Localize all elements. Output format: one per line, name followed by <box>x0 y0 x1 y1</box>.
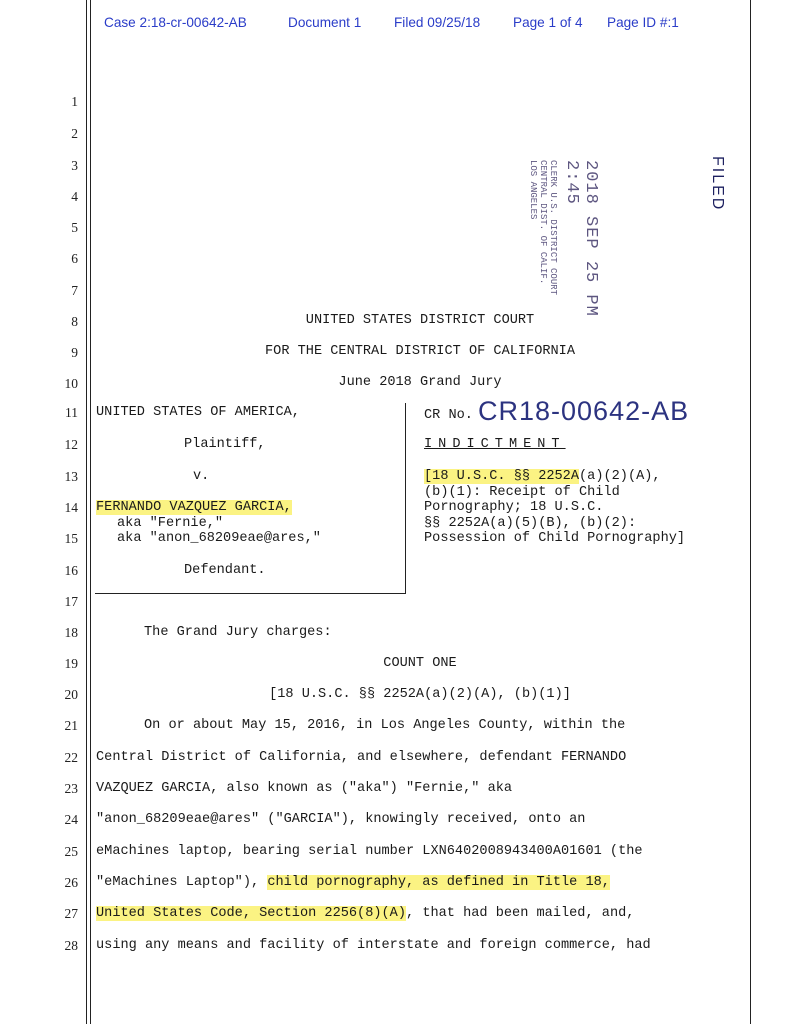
line-number: 1 <box>71 94 78 109</box>
body-line-26-highlight: child pornography, as defined in Title 18, <box>267 875 610 890</box>
body-line-26-start: "eMachines Laptop"), <box>96 875 268 890</box>
line-number: 4 <box>71 189 78 204</box>
document-number: Document 1 <box>288 15 362 30</box>
line-number: 22 <box>64 750 78 765</box>
line-number: 10 <box>64 376 78 391</box>
grand-jury-charges: The Grand Jury charges: <box>144 625 332 640</box>
plaintiff-label: Plaintiff, <box>184 437 266 452</box>
line-number: 17 <box>64 594 78 609</box>
indictment-title: INDICTMENT <box>424 437 566 452</box>
court-district: FOR THE CENTRAL DISTRICT OF CALIFORNIA <box>265 344 575 359</box>
line-number: 5 <box>71 220 78 235</box>
body-line-24: "anon_68209eae@ares" ("GARCIA"), knowingly received, onto an <box>96 812 586 827</box>
page-id: Page ID #:1 <box>607 15 679 30</box>
defendant-aka-2: aka "anon_68209eae@ares," <box>117 531 321 546</box>
stamp-clerk-line3: LOS ANGELES <box>528 160 538 220</box>
stamp-clerk-line2: CENTRAL DIST. OF CALIF. <box>538 160 548 285</box>
body-line-28: using any means and facility of interstate and foreign commerce, had <box>96 938 651 953</box>
line-number: 25 <box>64 844 78 859</box>
versus: v. <box>193 469 210 484</box>
line-number: 7 <box>71 283 78 298</box>
stamp-clerk-line1: CLERK U.S. DISTRICT COURT <box>548 160 558 296</box>
line-number: 2 <box>71 126 78 141</box>
defendant-aka-1: aka "Fernie," <box>117 516 224 531</box>
cr-label: CR No. <box>424 408 473 423</box>
charges-line-2: (b)(1): Receipt of Child <box>424 485 620 500</box>
filed-stamp: FILED <box>709 156 726 212</box>
plaintiff-name: UNITED STATES OF AMERICA, <box>96 405 300 420</box>
line-number: 26 <box>64 875 78 890</box>
body-line-27-highlight: United States Code, Section 2256(8)(A) <box>96 906 406 921</box>
line-number: 28 <box>64 938 78 953</box>
line-number: 16 <box>64 563 78 578</box>
court-name: UNITED STATES DISTRICT COURT <box>305 313 535 328</box>
line-number: 3 <box>71 158 78 173</box>
caption-divider-horizontal <box>95 593 405 594</box>
line-number: 11 <box>65 405 78 420</box>
body-line-27-end: , that had been mailed, and, <box>406 906 635 921</box>
charges-line-5: Possession of Child Pornography] <box>424 531 686 546</box>
line-number: 15 <box>64 531 78 546</box>
line-number: 9 <box>71 345 78 360</box>
line-number: 24 <box>64 812 78 827</box>
charges-line-1: (a)(2)(A), <box>579 469 661 484</box>
left-margin-line <box>86 0 87 1024</box>
line-number: 21 <box>64 718 78 733</box>
defendant-name: FERNANDO VAZQUEZ GARCIA, <box>96 500 292 515</box>
body-line-23: VAZQUEZ GARCIA, also known as ("aka") "Fernie," aka <box>96 781 513 796</box>
body-line-21: On or about May 15, 2016, in Los Angeles County, within the <box>144 718 626 733</box>
case-number: Case 2:18-cr-00642-AB <box>104 15 247 30</box>
stamp-date: 2018 SEP 25 PM 2:45 <box>562 160 600 317</box>
line-number: 23 <box>64 781 78 796</box>
line-number: 27 <box>64 906 78 921</box>
count-statute: [18 U.S.C. §§ 2252A(a)(2)(A), (b)(1)] <box>269 687 571 702</box>
line-number: 14 <box>64 500 78 515</box>
filed-date: Filed 09/25/18 <box>394 15 481 30</box>
charges-line-4: §§ 2252A(a)(5)(B), (b)(2): <box>424 516 637 531</box>
line-number: 13 <box>64 469 78 484</box>
line-number: 6 <box>71 251 78 266</box>
charges-statute-highlight: [18 U.S.C. §§ 2252A <box>424 469 579 484</box>
page-number: Page 1 of 4 <box>513 15 583 30</box>
grand-jury: June 2018 Grand Jury <box>338 375 502 390</box>
body-line-22: Central District of California, and elsewhere, defendant FERNANDO <box>96 750 627 765</box>
caption-divider-vertical <box>405 403 406 594</box>
cr-number: CR18-00642-AB <box>478 396 690 426</box>
left-margin-line-inner <box>90 0 91 1024</box>
line-number: 20 <box>64 687 78 702</box>
line-number: 8 <box>71 314 78 329</box>
line-number: 18 <box>64 625 78 640</box>
body-line-25: eMachines laptop, bearing serial number LXN6402008943400A01601 (the <box>96 844 643 859</box>
line-number: 19 <box>64 656 78 671</box>
right-margin-line <box>750 0 751 1024</box>
defendant-label: Defendant. <box>184 563 266 578</box>
count-heading: COUNT ONE <box>383 656 457 671</box>
case-header <box>104 15 679 105</box>
line-number: 12 <box>64 437 78 452</box>
charges-line-3: Pornography; 18 U.S.C. <box>424 500 604 515</box>
